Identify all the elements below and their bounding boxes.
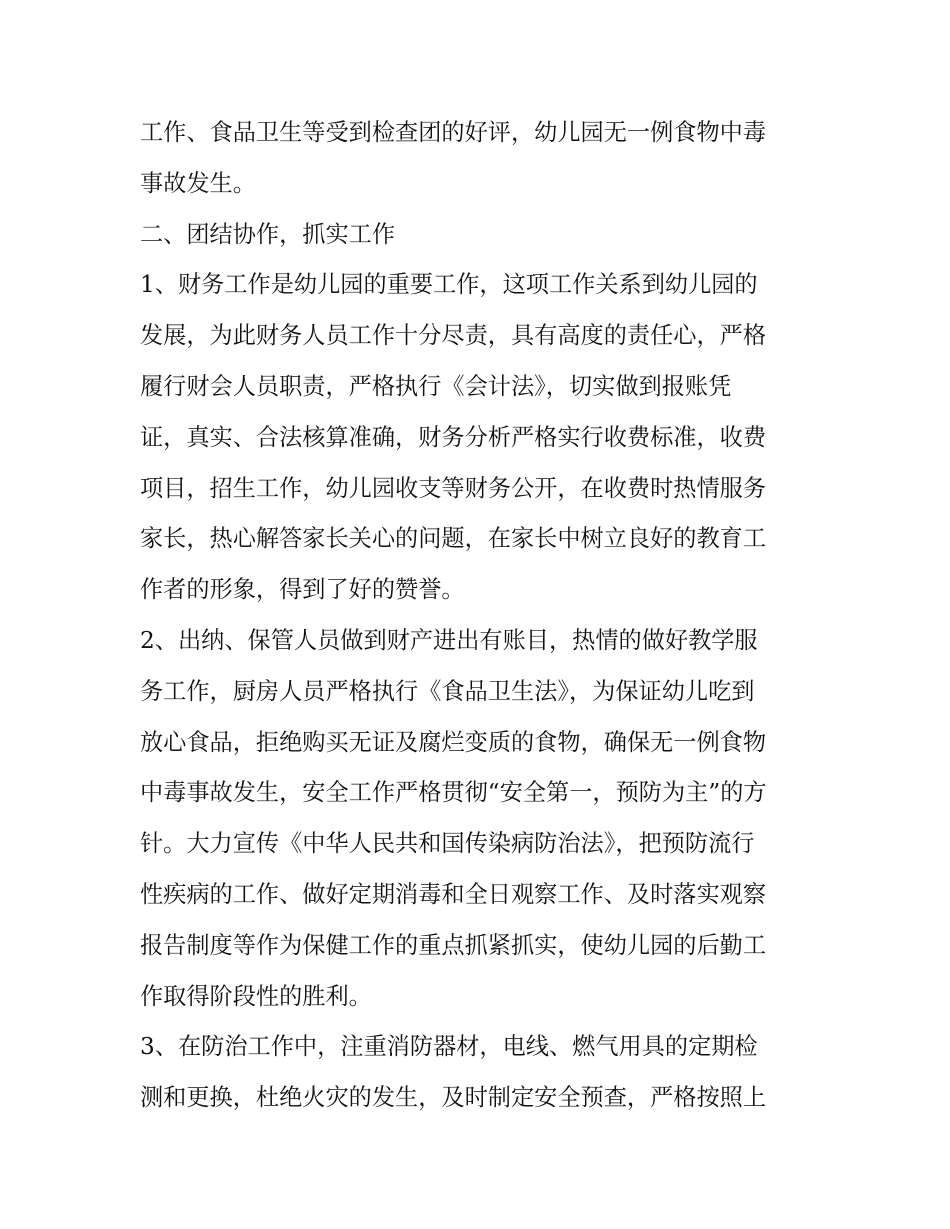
section-heading: 二、团结协作，抓实工作 [140,220,396,248]
text-line: 作者的形象，得到了好的赞誉。 [140,576,465,604]
text-line: 3、在防治工作中，注重消防器材，电线、燃气用具的定期检 [140,1033,758,1061]
text-line: 针。大力宣传《中华人民共和国传染病防治法》，把预防流行 [140,830,755,858]
text-line: 事故发生。 [140,169,256,197]
text-line: 履行财会人员职责，严格执行《会计法》，切实做到报账凭 [140,372,732,400]
text-line: 务工作，厨房人员严格执行《食品卫生法》，为保证幼儿吃到 [140,677,755,705]
text-line: 2、出纳、保管人员做到财产进出有账目，热情的做好教学服 [140,626,758,654]
document-body [140,108,820,1124]
text-line: 发展，为此财务人员工作十分尽责，具有高度的责任心，严格 [140,322,767,350]
text-line: 家长，热心解答家长关心的问题，在家长中树立良好的教育工 [140,525,767,553]
text-line: 中毒事故发生，安全工作严格贯彻“安全第一，预防为主”的方 [140,779,767,807]
text-line: 工作、食品卫生等受到检查团的好评，幼儿园无一例食物中毒 [140,119,767,146]
text-line: 1、财务工作是幼儿园的重要工作，这项工作关系到幼儿园的 [140,271,758,299]
text-line: 报告制度等作为保健工作的重点抓紧抓实，使幼儿园的后勤工 [140,931,767,959]
text-line: 项目，招生工作，幼儿园收支等财务公开，在收费时热情服务 [140,474,767,502]
text-line: 性疾病的工作、做好定期消毒和全日观察工作、及时落实观察 [140,880,767,908]
text-line: 证，真实、合法核算准确，财务分析严格实行收费标准，收费 [140,423,767,451]
text-line: 测和更换，杜绝火灾的发生，及时制定安全预查，严格按照上 [140,1084,767,1112]
text-line: 作取得阶段性的胜利。 [140,982,372,1010]
text-line: 放心食品，拒绝购买无证及腐烂变质的食物，确保无一例食物 [140,728,767,756]
